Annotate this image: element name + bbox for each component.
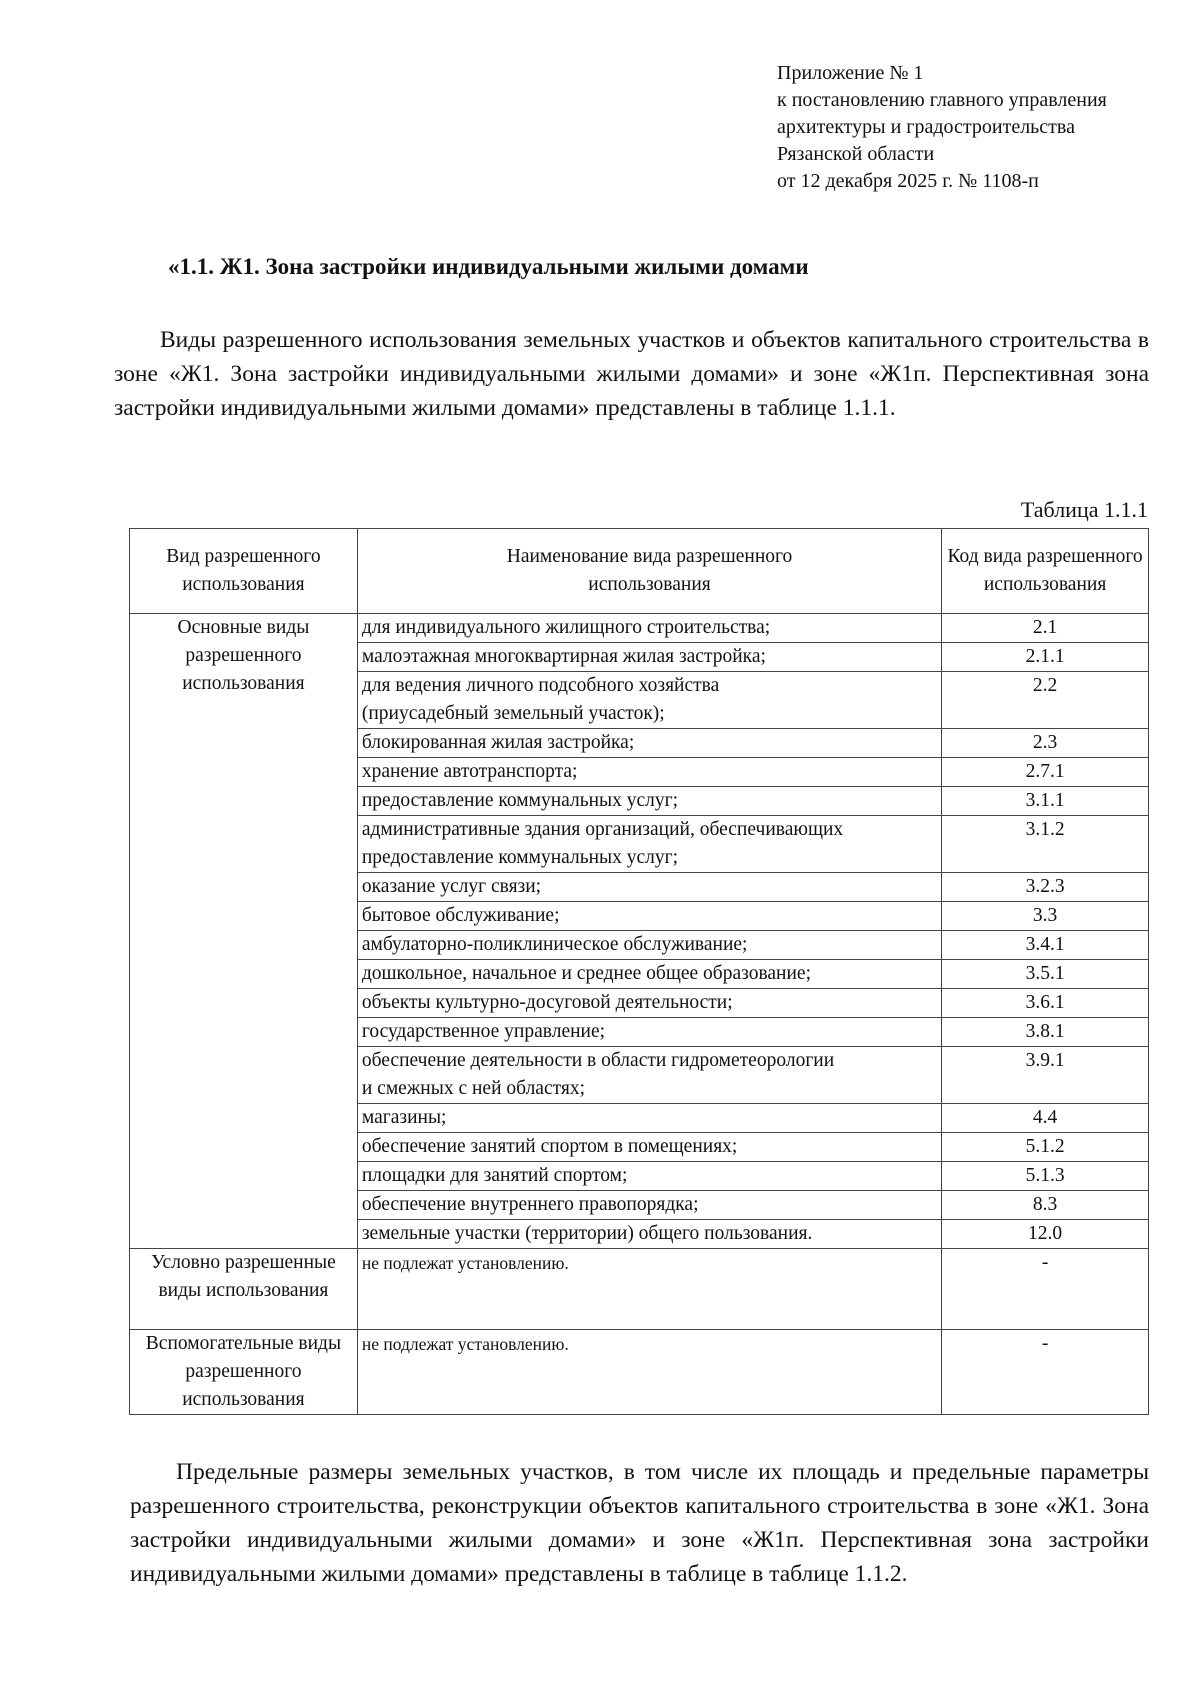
use-code: 2.1 (942, 614, 1149, 643)
use-code: 8.3 (942, 1191, 1149, 1220)
table-header-row (130, 529, 1149, 614)
appendix-line: архитектуры и градостроительства (777, 116, 1075, 138)
use-name: дошкольное, начальное и среднее общее образование; (357, 960, 941, 989)
appendix-block (777, 60, 1107, 195)
table-row (130, 1330, 1149, 1415)
use-name: амбулаторно-поликлиническое обслуживание; (357, 931, 941, 960)
group-label-auxiliary: Вспомогательные виды разрешенного использования (130, 1330, 358, 1415)
group-label-main: Основные виды разрешенного использования (130, 614, 358, 1249)
use-name: блокированная жилая застройка; (357, 729, 941, 758)
intro-paragraph: Виды разрешенного использования земельных участков и объектов капитального строительства в зоне «Ж1. Зона застройки индивидуальными жилыми домами» и зоне «Ж1п. Перспективная зона застройки индивидуальными жилыми домами» представлены в таблице 1.1.1. (114, 327, 1149, 421)
use-code: 3.1.1 (942, 787, 1149, 816)
use-code: 2.3 (942, 729, 1149, 758)
table-caption: Таблица 1.1.1 (1020, 497, 1148, 522)
use-name: объекты культурно-досуговой деятельности; (357, 989, 941, 1018)
table-body (130, 614, 1149, 1415)
use-code: 4.4 (942, 1104, 1149, 1133)
use-code: 3.9.1 (942, 1047, 1149, 1104)
appendix-line: от 12 декабря 2025 г. № 1108-п (777, 170, 1039, 192)
use-name: не подлежат установлению. (357, 1249, 941, 1330)
closing-paragraph: Предельные размеры земельных участков, в том числе их площадь и предельные параметры разрешенного строительства, реконструкции объектов капитального строительства в зоне «Ж1. Зона застройки индивидуальными жилыми домами» и зоне «Ж1п. Перспективная зона застройки индивидуальными жилыми домами» представлены в таблице в таблице 1.1.2. (130, 1459, 1149, 1587)
use-code: 2.2 (942, 672, 1149, 729)
table-row (130, 1249, 1149, 1330)
use-name: земельные участки (территории) общего пользования. (357, 1220, 941, 1249)
use-name: площадки для занятий спортом; (357, 1162, 941, 1191)
use-name: малоэтажная многоквартирная жилая застройка; (357, 643, 941, 672)
section-title: «1.1. Ж1. Зона застройки индивидуальными жилыми домами (168, 254, 809, 279)
appendix-line: к постановлению главного управления (777, 89, 1107, 111)
use-name: для ведения личного подсобного хозяйства (приусадебный земельный участок); (357, 672, 941, 729)
use-name: обеспечение деятельности в области гидрометеорологии и смежных с ней областях; (357, 1047, 941, 1104)
use-name: оказание услуг связи; (357, 873, 941, 902)
use-name: обеспечение внутреннего правопорядка; (357, 1191, 941, 1220)
use-name: для индивидуального жилищного строительства; (357, 614, 941, 643)
use-code: 3.5.1 (942, 960, 1149, 989)
use-code: 5.1.2 (942, 1133, 1149, 1162)
use-code: 3.2.3 (942, 873, 1149, 902)
header-use-name: Наименование вида разрешенного использования (357, 529, 941, 614)
use-code: 3.8.1 (942, 1018, 1149, 1047)
permitted-uses-table (129, 528, 1149, 1415)
appendix-line: Рязанской области (777, 143, 935, 165)
use-code: 2.7.1 (942, 758, 1149, 787)
use-name: предоставление коммунальных услуг; (357, 787, 941, 816)
use-code: 3.6.1 (942, 989, 1149, 1018)
use-code: 12.0 (942, 1220, 1149, 1249)
use-code: 2.1.1 (942, 643, 1149, 672)
use-code: 5.1.3 (942, 1162, 1149, 1191)
appendix-line: Приложение № 1 (777, 62, 924, 84)
header-use-type: Вид разрешенного использования (130, 529, 358, 614)
use-code: 3.3 (942, 902, 1149, 931)
use-code: - (942, 1330, 1149, 1415)
use-code: 3.4.1 (942, 931, 1149, 960)
use-name: бытовое обслуживание; (357, 902, 941, 931)
use-name: административные здания организаций, обеспечивающих предоставление коммунальных услуг; (357, 816, 941, 873)
use-code: - (942, 1249, 1149, 1330)
group-label-conditional: Условно разрешенные виды использования (130, 1249, 358, 1330)
use-name: магазины; (357, 1104, 941, 1133)
use-name: хранение автотранспорта; (357, 758, 941, 787)
use-name: обеспечение занятий спортом в помещениях; (357, 1133, 941, 1162)
use-name: государственное управление; (357, 1018, 941, 1047)
use-code: 3.1.2 (942, 816, 1149, 873)
table-row (130, 614, 1149, 643)
use-name: не подлежат установлению. (357, 1330, 941, 1415)
header-use-code: Код вида разрешенного использования (942, 529, 1149, 614)
